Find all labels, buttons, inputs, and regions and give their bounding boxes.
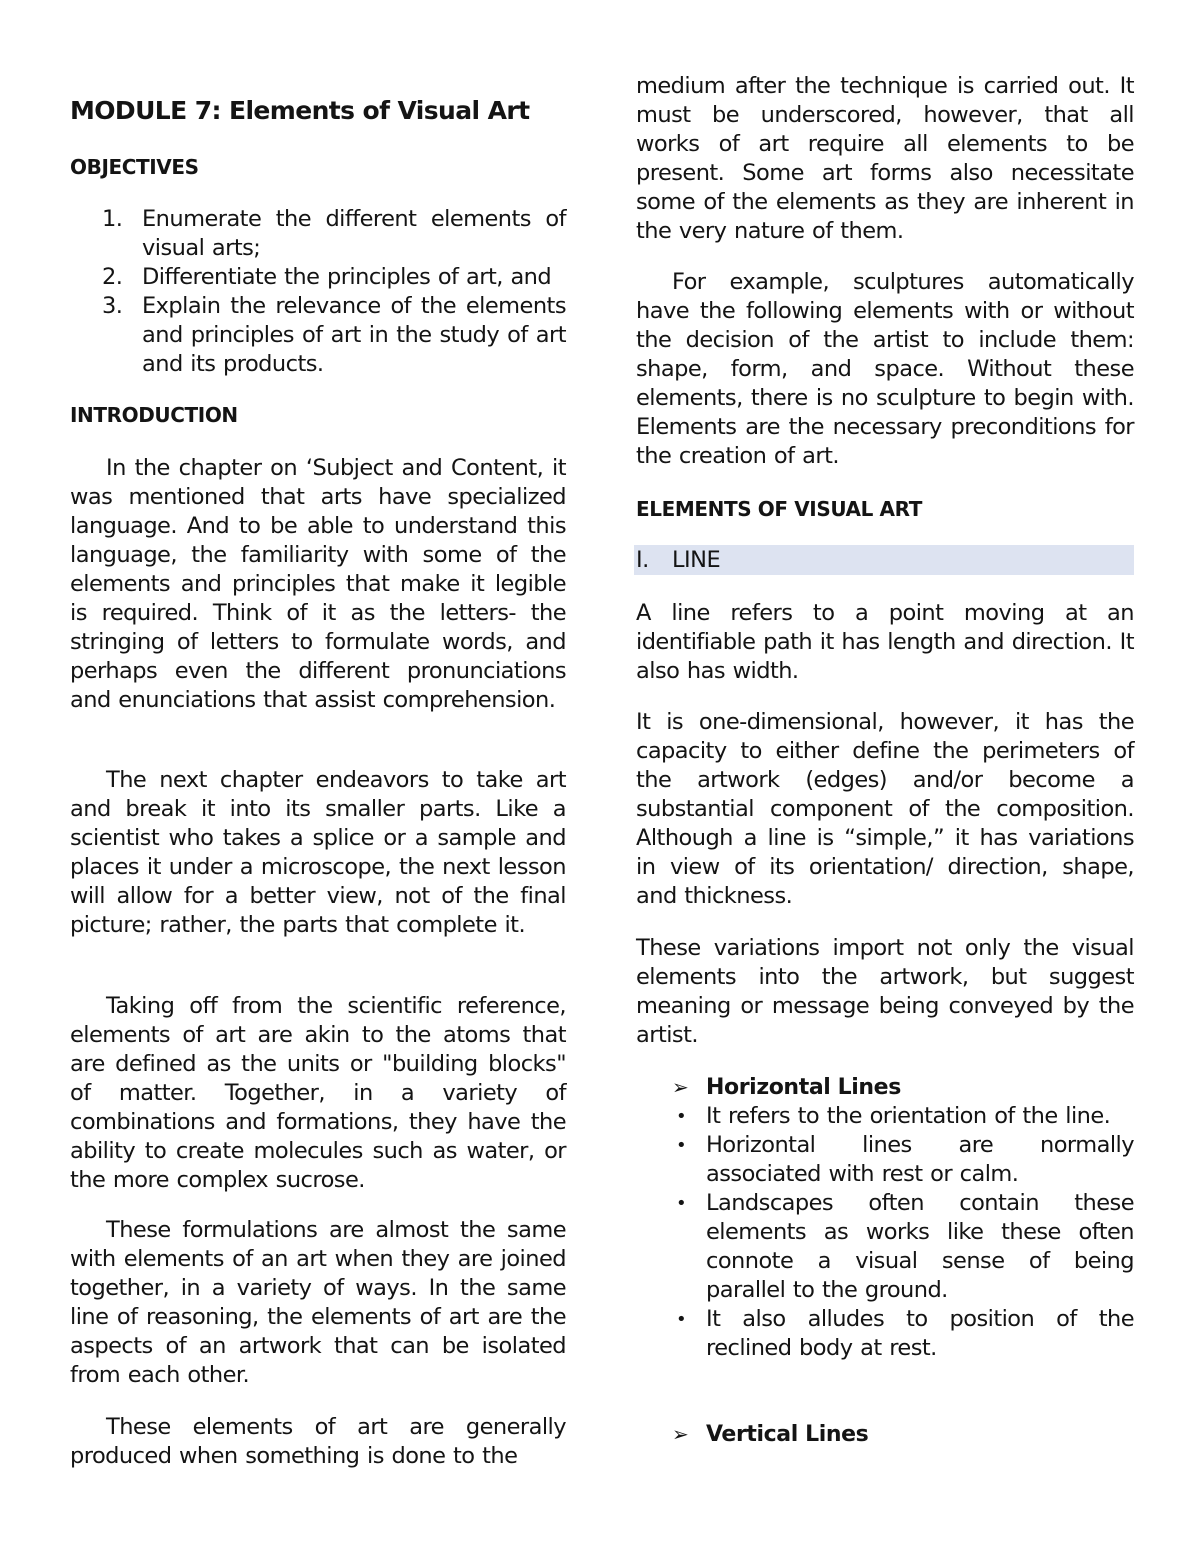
intro-paragraph: Taking off from the scientific reference, elements of art are akin to the atoms that are defined as the units or "building blocks" of matter. Together, in a variety of combinations and formations, they have the ability to create molecules such as water, or the more complex sucrose. [70, 993, 566, 1193]
bullet-text: Landscapes often contain these elements as works like these often connote a visual sense of being parallel to the ground. [706, 1190, 1134, 1303]
objective-number: 1. [102, 206, 123, 232]
intro-paragraph: The next chapter endeavors to take art and break it into its smaller parts. Like a scientist who takes a splice or a sample and places it under a microscope, the next lesson will allow for a better view, not of the final picture; rather, the parts that complete it. [70, 767, 566, 938]
horizontal-bullets [636, 1102, 1134, 1363]
section-line-bar [634, 545, 1134, 575]
subheading-label: Horizontal Lines [706, 1075, 901, 1100]
objective-number: 2. [102, 264, 123, 290]
body-paragraph: medium after the technique is carried out. It must be underscored, however, that all works of art require all elements to be present. Some art forms also necessitate some of the elements as they are inherent in the very nature of them. [636, 73, 1134, 244]
intro-paragraph: In the chapter on ‘Subject and Content, it was mentioned that arts have specialized language. And to be able to understand this language, the familiarity with some of the elements and principles that make it legible is required. Think of it as the letters- the stringing of letters to formulate words, and perhaps even the different pronunciations and enunciations that assist comprehension. [70, 455, 566, 713]
bullet-dot-icon: • [676, 1135, 687, 1156]
introduction-heading: INTRODUCTION [70, 403, 238, 427]
bullet-dot-icon: • [676, 1106, 687, 1127]
vertical-lines-heading [636, 1420, 1200, 1449]
line-paragraph: A line refers to a point moving at an identifiable path it has length and direction. It also has width. [636, 600, 1134, 684]
section-numeral: I. [636, 547, 649, 573]
module-title: MODULE 7: Elements of Visual Art [70, 96, 530, 125]
arrow-bullet-icon: ➢ [672, 1075, 689, 1099]
line-paragraph: These variations import not only the visual elements into the artwork, but suggest meaning or message being conveyed by the artist. [636, 935, 1134, 1048]
body-paragraph: For example, sculptures automatically have the following elements with or without the decision of the artist to include them: shape, form, and space. Without these elements, there is no sculpture to begin with. Elements are the necessary preconditions for the creation of art. [636, 269, 1134, 469]
horizontal-lines-heading [636, 1073, 1200, 1102]
bullet-item [636, 1305, 1134, 1363]
intro-paragraph: These formulations are almost the same with elements of an art when they are joined together, in a variety of ways. In the same line of reasoning, the elements of art are the aspects of an artwork that can be isolated from each other. [70, 1217, 566, 1388]
bullet-dot-icon: • [676, 1309, 687, 1330]
arrow-bullet-icon: ➢ [672, 1422, 689, 1446]
elements-heading: ELEMENTS OF VISUAL ART [636, 497, 922, 521]
objective-number: 3. [102, 293, 123, 319]
bullet-text: It refers to the orientation of the line. [706, 1103, 1111, 1129]
bullet-dot-icon: • [676, 1193, 687, 1214]
objective-text: Differentiate the principles of art, and [142, 264, 552, 290]
bullet-text: It also alludes to position of the reclined body at rest. [706, 1306, 1134, 1361]
subheading-label: Vertical Lines [706, 1422, 869, 1447]
objective-text: Explain the relevance of the elements and principles of art in the study of art and its products. [142, 293, 566, 377]
bullet-item [636, 1131, 1134, 1189]
bullet-item [636, 1102, 1134, 1131]
line-paragraph: It is one-dimensional, however, it has the capacity to either define the perimeters of the artwork (edges) and/or become a substantial component of the composition. Although a line is “simple,” it has variations in view of its orientation/ direction, shape, and thickness. [636, 709, 1134, 909]
section-label: LINE [672, 547, 721, 573]
objectives-heading: OBJECTIVES [70, 155, 199, 179]
objective-item [70, 292, 566, 379]
objective-text: Enumerate the different elements of visual arts; [142, 206, 566, 261]
objective-item [70, 263, 566, 292]
bullet-text: Horizontal lines are normally associated with rest or calm. [706, 1132, 1134, 1187]
objectives-list [70, 205, 566, 379]
intro-paragraph: These elements of art are generally produced when something is done to the [70, 1414, 566, 1469]
bullet-item [636, 1189, 1134, 1305]
objective-item [70, 205, 566, 263]
